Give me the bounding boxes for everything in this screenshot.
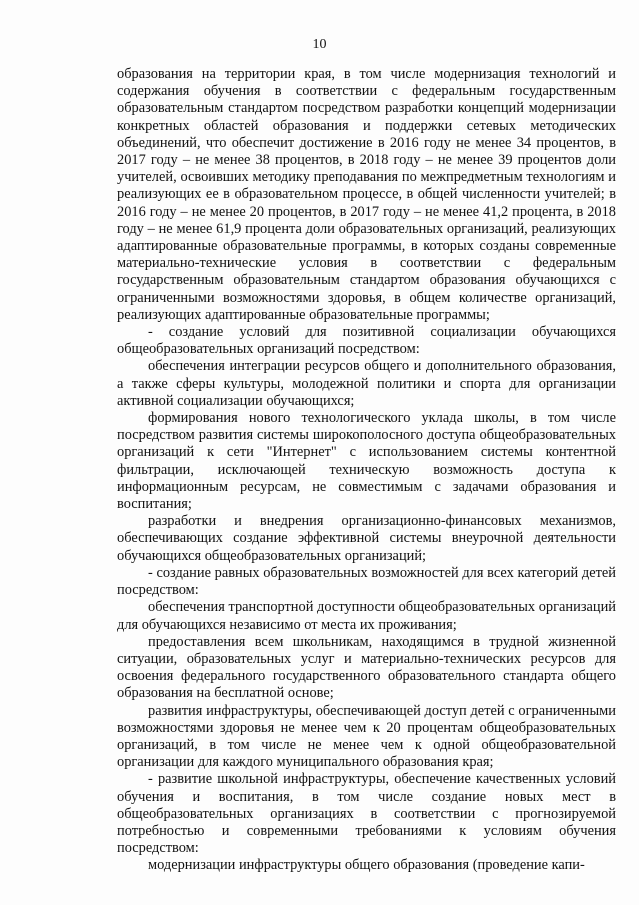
paragraph: разработки и внедрения организационно-финансовых механизмов, обеспечивающих создание эффективной системы внеурочной деятельности обучающихся общеобразовательных организаций; [117,513,616,564]
paragraph: развития инфраструктуры, обеспечивающей доступ детей с ограниченными возможностями здоровья не менее чем к 20 процентам общеобразовательных организаций, в том числе не менее чем к одной общеобразовательной организации для каждого муниципального образования края; [117,702,616,771]
paragraph: модернизации инфраструктуры общего образования (проведение капи- [148,857,585,874]
paragraph: - создание равных образовательных возможностей для всех категорий детей посредством: [117,564,616,599]
document-body [117,66,616,875]
paragraph: обеспечения интеграции ресурсов общего и дополнительного образования, а также сферы культуры, молодежной политики и спорта для организации активной социализации обучающихся; [117,358,616,409]
paragraph: предоставления всем школьникам, находящимся в трудной жизненной ситуации, образовательных услуг и материально-технических ресурсов для освоения федерального государственного образовательного стандарта общего образования на бесплатной основе; [117,633,616,702]
paragraph: - создание условий для позитивной социализации обучающихся общеобразовательных организаций посредством: [117,324,616,358]
paragraph: обеспечения транспортной доступности общеобразовательных организаций для обучающихся независимо от места их проживания; [117,599,616,633]
paragraph: образования на территории края, в том числе модернизация технологий и содержания обучения в соответствии с федеральным государственным образовательным стандартом посредством разработки концепций модернизации конкретных областей образования и поддержки сетевых методических объединений, что обеспечит достижение в 2016 году не менее 34 процентов, в 2017 году – не менее 38 процентов, в 2018 году – не менее 39 процентов доли учителей, освоивших методику преподавания по межпредметным технологиям и реализующих ее в образовательном процессе, в общей численности учителей; в 2016 году – не менее 20 процентов, в 2017 году – не менее 41,2 процента, в 2018 году – не менее 61,9 процента доли образовательных организаций, реализующих адаптированные образовательные программы, в которых созданы современные материально-технические условия в соответствии с федеральным государственным образовательным стандартом образования обучающихся с ограниченными возможностями здоровья, в общем количестве организаций, реализующих адаптированные образовательные программы; [117,66,616,323]
page-number: 10 [312,37,327,52]
paragraph: формирования нового технологического уклада школы, в том числе посредством развития системы широкополосного доступа общеобразовательных организаций к сети "Интернет" с использованием системы контентной фильтрации, исключающей техническую возможность доступа к информационным ресурсам, не совместимым с задачами образования и воспитания; [117,410,616,513]
paragraph: - развитие школьной инфраструктуры, обеспечение качественных условий обучения и воспитания, в том числе создание новых мест в общеобразовательных организациях в соответствии с прогнозируемой потребностью и современными требованиями к условиям обучения посредством: [117,771,616,857]
